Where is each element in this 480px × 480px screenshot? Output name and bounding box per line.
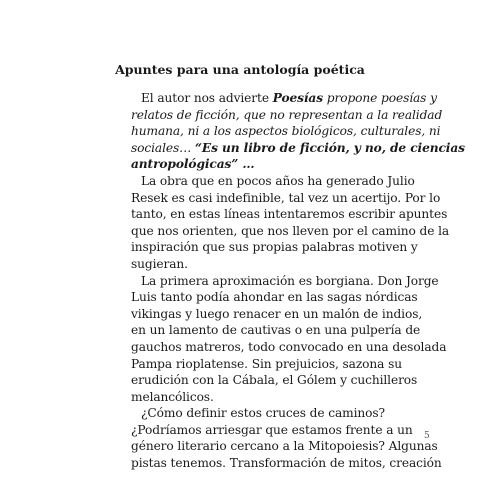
italic-run: sociales…: [131, 140, 196, 155]
paragraph-3-line: La primera aproximación es borgiana. Don Jorge: [141, 273, 439, 288]
paragraph-1-line-3: humana, ni a los aspectos biológicos, culturales, ni: [131, 124, 441, 139]
paragraph-3-line: Pampa rioplatense. Sin prejuicios, sazona su: [131, 356, 402, 371]
paragraph-2-line: que nos orienten, que nos lleven por el camino de la: [131, 223, 450, 238]
paragraph-2-line: sugieran.: [131, 256, 188, 271]
paragraph-3-line: gauchos matreros, todo convocado en una desolada: [131, 339, 447, 354]
paragraph-3-line: Luis tanto podía ahondar en las sagas nórdicas: [131, 290, 418, 305]
paragraph-3-line: en un lamento de cautivas o en una pulpería de: [131, 323, 421, 338]
paragraph-3-line: erudición con la Cábala, el Gólem y cuchilleros: [131, 373, 418, 388]
page-title: Apuntes para una antología poética: [115, 62, 365, 77]
emphasis-run: Poesías: [272, 91, 323, 105]
italic-run: propone poesías y: [323, 91, 437, 105]
paragraph-4-line: ¿Podríamos arriesgar que estamos frente a un: [131, 422, 413, 437]
page-number: 5: [424, 431, 430, 441]
paragraph-1-line-5: antropológicas” …: [131, 157, 255, 172]
paragraph-4-line: ¿Cómo definir estos cruces de caminos?: [141, 406, 385, 421]
paragraph-3-line: melancólicos.: [131, 389, 214, 404]
paragraph-2-line: tanto, en estas líneas intentaremos escribir apuntes: [131, 207, 448, 222]
paragraph-1-line-2: relatos de ficción, que no representan a la realidad: [131, 107, 443, 122]
paragraph-3-line: vikingas y luego renacer en un malón de indios,: [131, 306, 423, 321]
paragraph-1-line-1: [131, 90, 437, 107]
emphasis-run: “Es un libro de ficción, y no, de ciencias: [195, 140, 465, 155]
paragraph-2-line: inspiración que sus propias palabras motiven y: [131, 240, 418, 255]
paragraph-2-line: La obra que en pocos años ha generado Julio: [141, 173, 415, 188]
paragraph-1-line-4: [131, 140, 465, 157]
paragraph-4-line: género literario cercano a la Mitopoiesis? Algunas: [131, 439, 438, 454]
body-text: [131, 90, 465, 472]
paragraph-2-line: Resek es casi indefinible, tal vez un acertijo. Por lo: [131, 190, 441, 205]
paragraph-4-line: pistas tenemos. Transformación de mitos, creación: [131, 456, 442, 471]
text-run: El autor nos advierte: [141, 91, 273, 105]
